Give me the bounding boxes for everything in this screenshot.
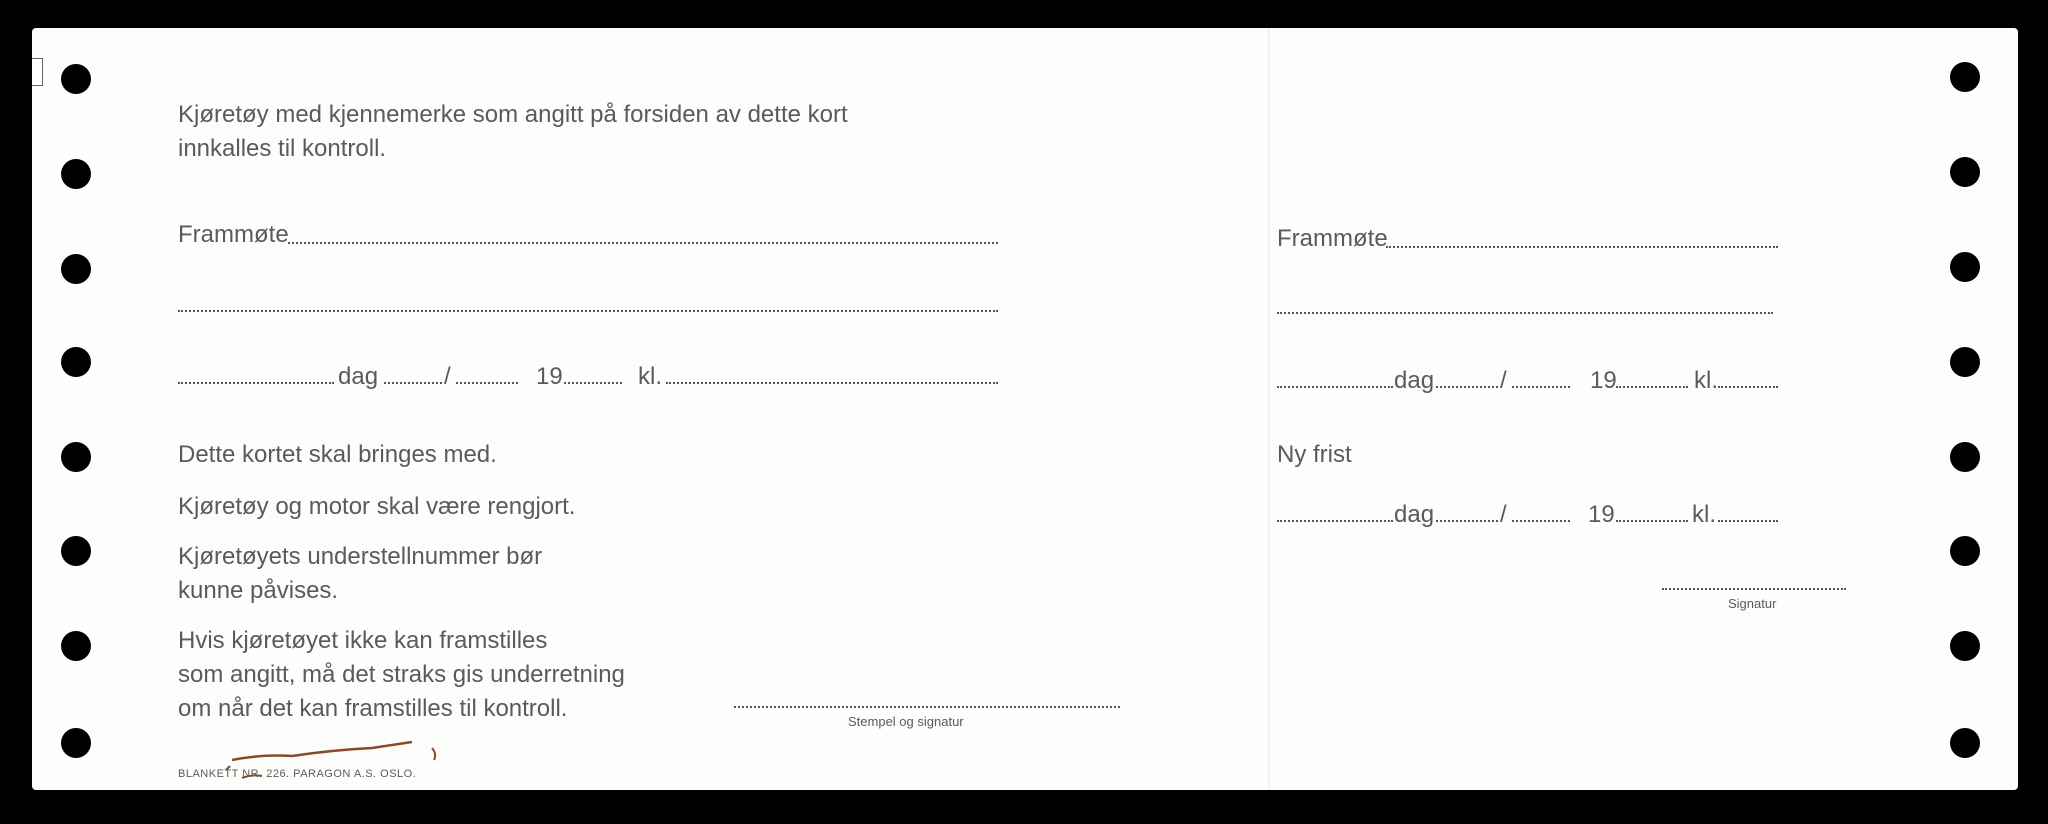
right-newdate-dd-field[interactable] [1436, 520, 1498, 522]
right-date-mm-field[interactable] [1512, 386, 1570, 388]
punch-hole [61, 728, 91, 758]
stamp-signature-line[interactable] [734, 706, 1120, 708]
frammote-field-line2[interactable] [178, 310, 998, 312]
right-newdate-mm-field[interactable] [1512, 520, 1570, 522]
instruction-notify-line1: Hvis kjøretøyet ikke kan framstilles [178, 627, 548, 654]
right-frammote-field[interactable] [1386, 246, 1778, 248]
date-dd-field[interactable] [384, 382, 442, 384]
right-year-prefix-2: 19 [1588, 501, 1615, 528]
appointment-card [32, 28, 2018, 790]
punch-hole [61, 159, 91, 189]
punch-hole [1950, 157, 1980, 187]
punch-hole [1950, 62, 1980, 92]
right-frammote-label: Frammøte [1277, 225, 1388, 252]
right-newdate-day-field[interactable] [1277, 520, 1393, 522]
right-kl-label: kl. [1694, 367, 1718, 394]
right-date-day-field[interactable] [1277, 386, 1393, 388]
punch-hole [61, 536, 91, 566]
right-date-slash-2: / [1500, 501, 1507, 528]
punch-hole [1950, 347, 1980, 377]
punch-hole [1950, 728, 1980, 758]
right-dag-label-2: dag [1394, 501, 1435, 528]
instruction-bring-card: Dette kortet skal bringes med. [178, 441, 497, 468]
intro-text-line1: Kjøretøy med kjennemerke som angitt på forsiden av dette kort [178, 101, 848, 128]
stamp-caption: Stempel og signatur [848, 714, 964, 729]
dag-label: dag [338, 363, 379, 390]
punch-hole [61, 631, 91, 661]
time-field[interactable] [666, 382, 998, 384]
signature-caption: Signatur [1728, 596, 1777, 611]
punch-hole [1950, 536, 1980, 566]
instruction-notify-line3: om når det kan framstilles til kontroll. [178, 695, 568, 722]
right-date-slash: / [1500, 367, 1507, 394]
punch-hole [1950, 252, 1980, 282]
instruction-chassis-line2: kunne påvises. [178, 577, 339, 604]
year-prefix: 19 [536, 363, 563, 390]
instruction-clean: Kjøretøy og motor skal være rengjort. [178, 493, 576, 520]
ny-frist-label: Ny frist [1277, 441, 1352, 468]
date-slash: / [444, 363, 451, 390]
punch-hole [61, 254, 91, 284]
instruction-notify-line2: som angitt, må det straks gis underretning [178, 661, 625, 688]
right-year-prefix: 19 [1590, 367, 1617, 394]
date-day-field[interactable] [178, 382, 334, 384]
right-date-yy-field[interactable] [1616, 386, 1688, 388]
date-yy-field[interactable] [564, 382, 622, 384]
punch-hole [1950, 631, 1980, 661]
right-time-field[interactable] [1718, 386, 1778, 388]
right-dag-label: dag [1394, 367, 1435, 394]
form-number: BLANKETT NR. 226. PARAGON A.S. OSLO. [178, 768, 417, 780]
punch-hole [61, 442, 91, 472]
date-mm-field[interactable] [456, 382, 518, 384]
intro-text-line2: innkalles til kontroll. [178, 135, 387, 162]
fold-line [1268, 28, 1270, 790]
right-kl-label-2: kl. [1692, 501, 1716, 528]
right-frammote-field-line2[interactable] [1277, 312, 1773, 314]
frammote-label: Frammøte [178, 221, 289, 248]
right-date-dd-field[interactable] [1436, 386, 1498, 388]
right-newtime-field[interactable] [1718, 520, 1778, 522]
punch-hole [1950, 442, 1980, 472]
instruction-chassis-line1: Kjøretøyets understellnummer bør [178, 543, 543, 570]
frammote-field[interactable] [288, 242, 998, 244]
right-newdate-yy-field[interactable] [1616, 520, 1688, 522]
punch-hole [61, 64, 91, 94]
kl-label: kl. [638, 363, 662, 390]
signature-line[interactable] [1662, 588, 1846, 590]
punch-hole [61, 347, 91, 377]
edge-notch [32, 58, 43, 86]
